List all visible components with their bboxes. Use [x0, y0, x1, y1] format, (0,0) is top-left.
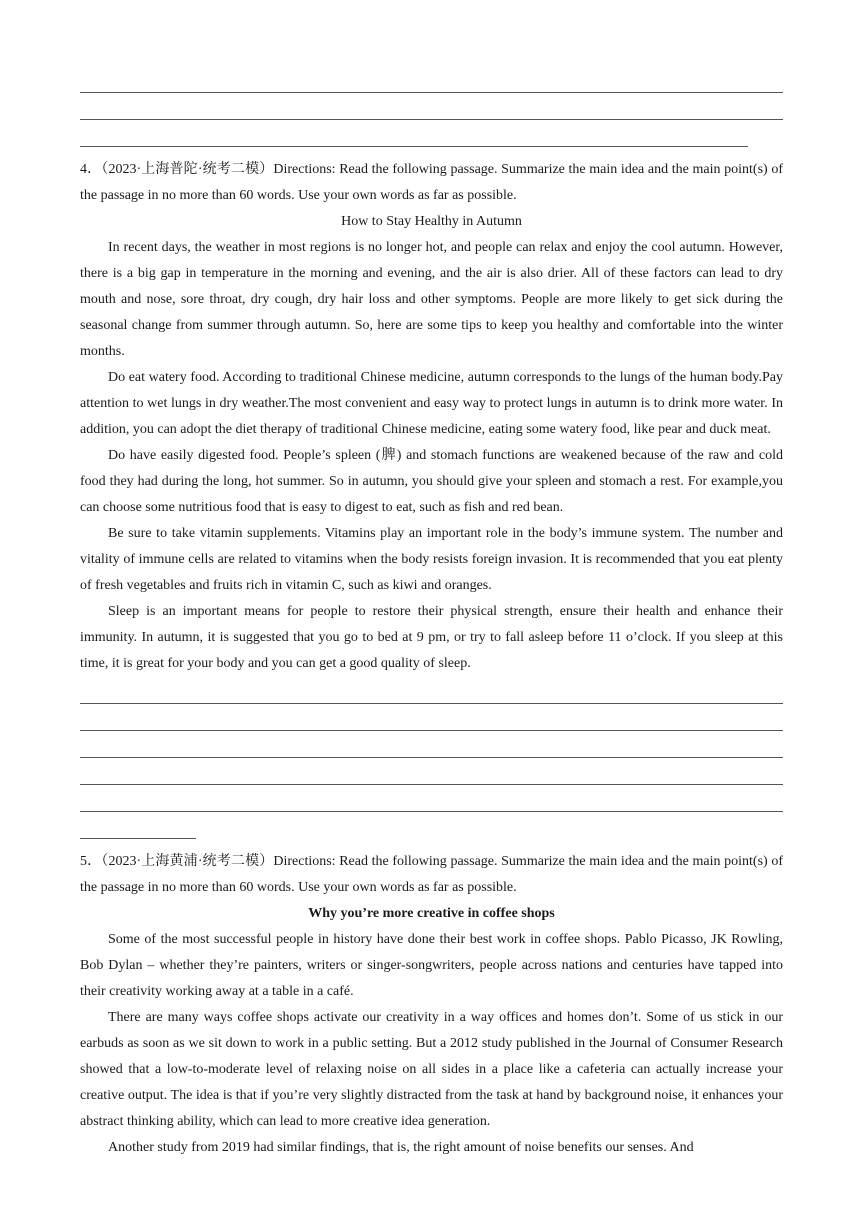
- answer-line[interactable]: [80, 731, 783, 758]
- question-4-directions: [80, 157, 783, 209]
- directions-text: Directions: Read the following passage. Summarize the main idea and the main point(s) of the passage in no more than 60 words. Use your own words as far as possible.: [80, 162, 783, 203]
- question-4: [80, 157, 783, 839]
- passage-paragraph: Be sure to take vitamin supplements. Vitamins play an important role in the body’s immune system. The number and vitality of immune cells are related to vitamins when the body resists foreign invasion. It is recommended that you eat plenty of fresh vegetables and fruits rich in vitamin C, such as kiwi and oranges.: [80, 526, 783, 593]
- question-number: 5．: [80, 854, 102, 869]
- answer-line[interactable]: [80, 677, 783, 704]
- passage-title: Why you’re more creative in coffee shops: [308, 906, 555, 921]
- answer-line[interactable]: [80, 120, 748, 147]
- passage-paragraph: In recent days, the weather in most regions is no longer hot, and people can relax and enjoy the cool autumn. However, there is a big gap in temperature in the morning and evening, and the air is also drier. All of these factors can lead to dry mouth and nose, sore throat, dry cough, dry hair loss and other symptoms. People are more likely to get sick during the seasonal change from summer through autumn. So, here are some tips to keep you healthy and comfortable into the winter months.: [80, 240, 783, 359]
- passage-paragraph: There are many ways coffee shops activate our creativity in a way offices and homes don’t. Some of us stick in our earbuds as soon as we sit down to work in a public setting. But a 2012 study published in the Journal of Consumer Research showed that a low-to-moderate level of relaxing noise on all sides in a place like a cafeteria can actually increase your creative output. The idea is that if you’re very slightly distracted from the task at hand by background noise, it enhances your abstract thinking ability, which can lead to more creative idea generation.: [80, 1010, 783, 1129]
- passage-paragraph: Do have easily digested food. People’s spleen (脾) and stomach functions are weakened because of the raw and cold food they had during the long, hot summer. So in autumn, you should give your spleen and stomach a rest. For example,you can choose some nutritious food that is easy to digest to eat, such as fish and red bean.: [80, 448, 783, 515]
- answer-line[interactable]: [80, 758, 783, 785]
- question-number: 4．: [80, 162, 102, 177]
- answer-line[interactable]: [80, 66, 783, 93]
- answer-line[interactable]: [80, 812, 196, 839]
- page-content: [80, 66, 783, 1161]
- directions-text: Directions: Read the following passage. Summarize the main idea and the main point(s) of the passage in no more than 60 words. Use your own words as far as possible.: [80, 854, 783, 895]
- answer-line[interactable]: [80, 704, 783, 731]
- answer-line[interactable]: [80, 93, 783, 120]
- question-source: （2023·上海黄浦·统考二模）: [101, 854, 274, 869]
- question-5-directions: [80, 849, 783, 901]
- passage-paragraph: Sleep is an important means for people to restore their physical strength, ensure their health and enhance their immunity. In autumn, it is suggested that you go to bed at 9 pm, or try to fall asleep before 11 o’clock. If you sleep at this time, it is great for your body and you can get a good quality of sleep.: [80, 604, 783, 671]
- answer-line[interactable]: [80, 785, 783, 812]
- answer-lines-previous: [80, 66, 783, 147]
- question-source: （2023·上海普陀·统考二模）: [101, 162, 274, 177]
- passage-title: How to Stay Healthy in Autumn: [341, 214, 522, 229]
- passage-paragraph: Another study from 2019 had similar findings, that is, the right amount of noise benefits our senses. And: [108, 1140, 694, 1155]
- answer-lines-q4: [80, 677, 783, 839]
- question-5: [80, 849, 783, 1161]
- passage-paragraph: Some of the most successful people in history have done their best work in coffee shops. Pablo Picasso, JK Rowling, Bob Dylan – whether they’re painters, writers or singer-songwriters, people across nations and centuries have tapped into their creativity working away at a table in a café.: [80, 932, 783, 999]
- passage-paragraph: Do eat watery food. According to traditional Chinese medicine, autumn corresponds to the lungs of the human body.Pay attention to wet lungs in dry weather.The most convenient and easy way to protect lungs in autumn is to drink more water. In addition, you can adopt the diet therapy of traditional Chinese medicine, eating some watery food, like pear and duck meat.: [80, 370, 783, 437]
